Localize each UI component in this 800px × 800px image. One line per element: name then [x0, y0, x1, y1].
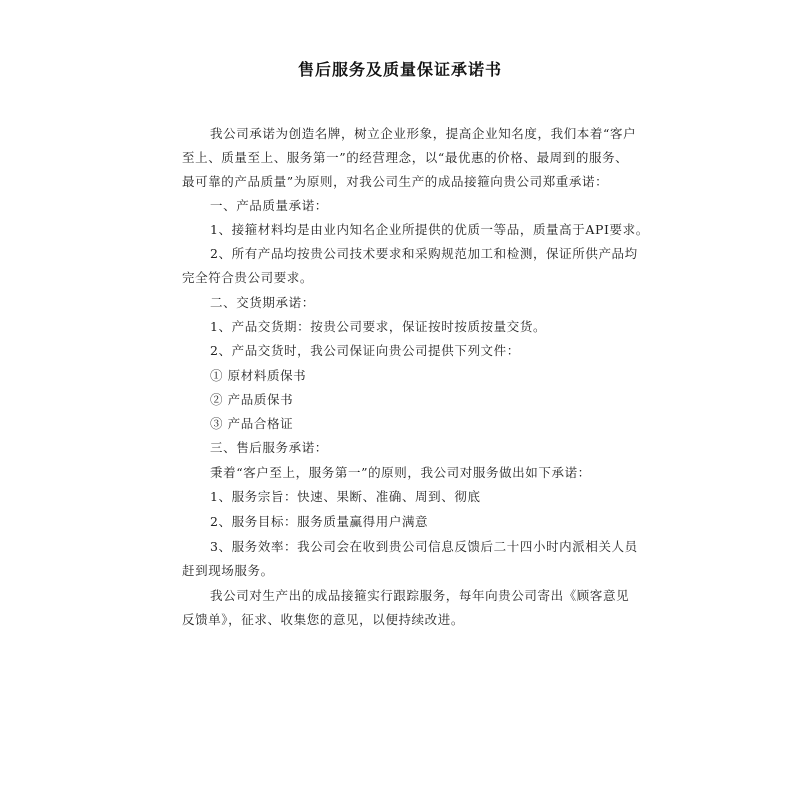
section2-heading: 二、交货期承诺： [210, 295, 315, 310]
section3-item-1: 1、服务宗旨：快速、果断、准确、周到、彻底 [210, 489, 481, 504]
section3-item-2: 2、服务目标：服务质量赢得用户满意 [210, 514, 429, 529]
closing-line-2: 反馈单》，征求、收集您的意见，以便持续改进。 [182, 612, 464, 627]
section2-item-2: 2、产品交货时，我公司保证向贵公司提供下列文件： [210, 343, 520, 358]
section1-item-2-line-1: 2、所有产品均按贵公司技术要求和采购规范加工和检测，保证所供产品均 [210, 246, 638, 261]
intro-line-1: 我公司承诺为创造名牌，树立企业形象，提高企业知名度，我们本着“客户 [210, 126, 637, 141]
section1-heading: 一、产品质量承诺： [210, 198, 328, 213]
document-title: 售后服务及质量保证承诺书 [297, 60, 502, 79]
section1-item-2-line-2: 完全符合贵公司要求。 [182, 270, 314, 285]
intro-line-3: 最可靠的产品质量”为原则，对我公司生产的成品接箍向贵公司郑重承诺： [182, 174, 609, 189]
section1-item-1: 1、接箍材料均是由业内知名企业所提供的优质一等品，质量高于API要求。 [210, 222, 649, 237]
section3-item-3-line-1: 3、服务效率：我公司会在收到贵公司信息反馈后二十四小时内派相关人员 [210, 539, 638, 554]
section2-item-1: 1、产品交货期：按贵公司要求，保证按时按质按量交货。 [210, 319, 547, 334]
section3-item-3-line-2: 赶到现场服务。 [182, 563, 274, 578]
section3-heading: 三、售后服务承诺： [210, 440, 328, 455]
closing-line-1: 我公司对生产出的成品接箍实行跟踪服务，每年向贵公司寄出《顾客意见 [210, 588, 630, 603]
section2-doc-1: ① 原材料质保书 [210, 368, 307, 383]
intro-line-2: 至上、质量至上、服务第一”的经营理念，以“最优惠的价格、最周到的服务、 [182, 150, 629, 165]
section2-doc-3: ③ 产品合格证 [210, 416, 294, 431]
section3-lead: 秉着“客户至上，服务第一”的原则，我公司对服务做出如下承诺： [210, 465, 591, 480]
section2-doc-2: ② 产品质保书 [210, 392, 294, 407]
